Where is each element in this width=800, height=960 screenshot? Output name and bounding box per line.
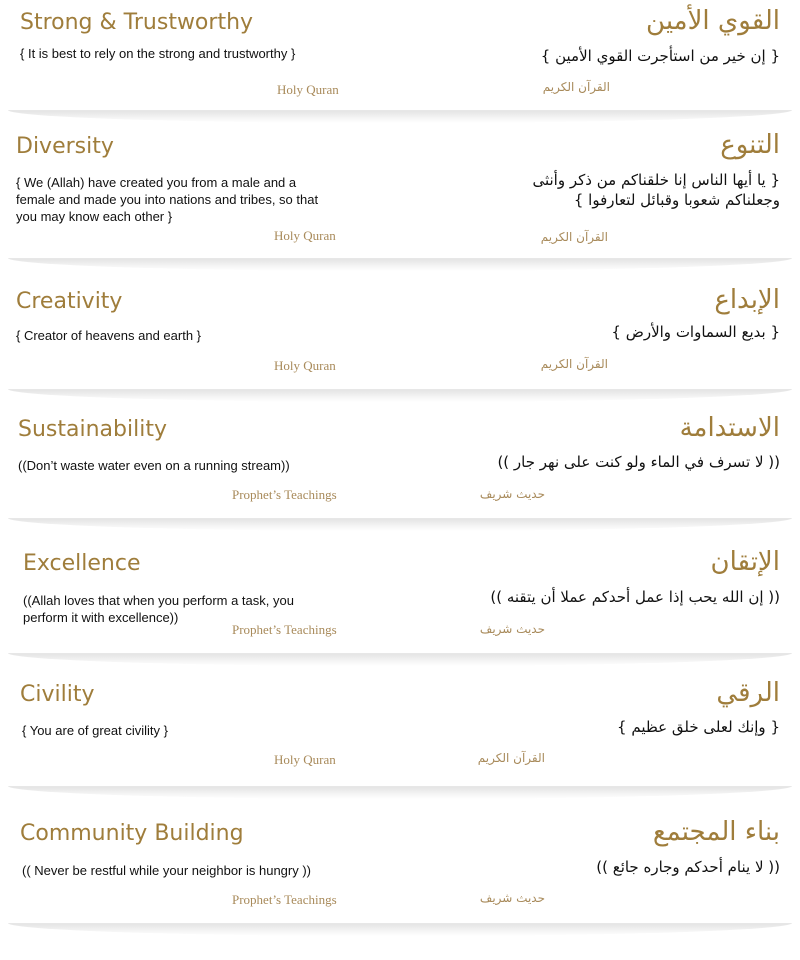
english-title: Sustainability [18, 417, 167, 442]
value-card-creativity [0, 265, 800, 395]
arabic-quote: { وإنك لعلى خلق عظيم } [617, 718, 780, 736]
section-divider [8, 923, 792, 936]
arabic-title: الإبداع [714, 285, 780, 315]
arabic-source: القرآن الكريم [540, 230, 608, 244]
arabic-source: القرآن الكريم [477, 751, 545, 765]
value-card-civility [0, 660, 800, 795]
arabic-title: الإتقان [710, 547, 780, 577]
arabic-title: التنوع [720, 130, 780, 160]
english-quote: (( Never be restful while your neighbor is hungry )) [22, 863, 312, 878]
english-title: Civility [20, 682, 95, 707]
english-source: Prophet’s Teachings [232, 892, 337, 907]
arabic-source: حديث شريف [479, 891, 545, 905]
english-source: Prophet’s Teachings [232, 622, 337, 637]
english-title: Diversity [16, 134, 114, 159]
arabic-title: الاستدامة [679, 413, 780, 443]
english-title: Community Building [20, 821, 244, 846]
arabic-quote: { إن خير من استأجرت القوي الأمين } [540, 47, 780, 65]
english-title: Excellence [23, 551, 141, 576]
value-card-community-building [0, 795, 800, 945]
arabic-quote: (( لا تسرف في الماء ولو كنت على نهر جار )) [497, 453, 780, 471]
arabic-source: القرآن الكريم [542, 80, 610, 94]
value-card-excellence [0, 525, 800, 660]
english-source: Holy Quran [277, 82, 339, 97]
arabic-title: القوي الأمين [646, 6, 780, 36]
english-title: Strong & Trustworthy [20, 10, 254, 35]
english-quote: { Creator of heavens and earth } [16, 328, 202, 343]
arabic-quote: (( لا ينام أحدكم وجاره جائع )) [596, 858, 780, 876]
arabic-quote: { يا أيها الناس إنا خلقناكم من ذكر وأنثى وجعلناكم شعوبا وقبائل لتعارفوا } [532, 171, 780, 209]
arabic-title: بناء المجتمع [652, 817, 780, 847]
arabic-quote: { بديع السماوات والأرض } [611, 323, 780, 341]
english-quote: ((Don’t waste water even on a running stream)) [18, 458, 290, 473]
arabic-source: حديث شريف [479, 487, 545, 501]
english-title: Creativity [16, 289, 123, 314]
english-source: Holy Quran [274, 228, 336, 243]
english-source: Holy Quran [274, 752, 336, 767]
arabic-quote: (( إن الله يحب إذا عمل أحدكم عملا أن يتقنه )) [490, 588, 780, 606]
english-quote: { We (Allah) have created you from a male and a female and made you into nations and tribes, so that you may know each other } [16, 175, 319, 224]
arabic-source: القرآن الكريم [540, 357, 608, 371]
arabic-title: الرقي [716, 678, 780, 708]
english-quote: ((Allah loves that when you perform a task, you perform it with excellence)) [23, 593, 294, 625]
value-card-sustainability [0, 395, 800, 525]
english-quote: { It is best to rely on the strong and trustworthy } [20, 46, 296, 61]
english-quote: { You are of great civility } [22, 723, 168, 738]
english-source: Prophet’s Teachings [232, 487, 337, 502]
value-card-diversity [0, 120, 800, 265]
value-card-strong-trustworthy [0, 0, 800, 120]
english-source: Holy Quran [274, 358, 336, 373]
arabic-source: حديث شريف [479, 622, 545, 636]
